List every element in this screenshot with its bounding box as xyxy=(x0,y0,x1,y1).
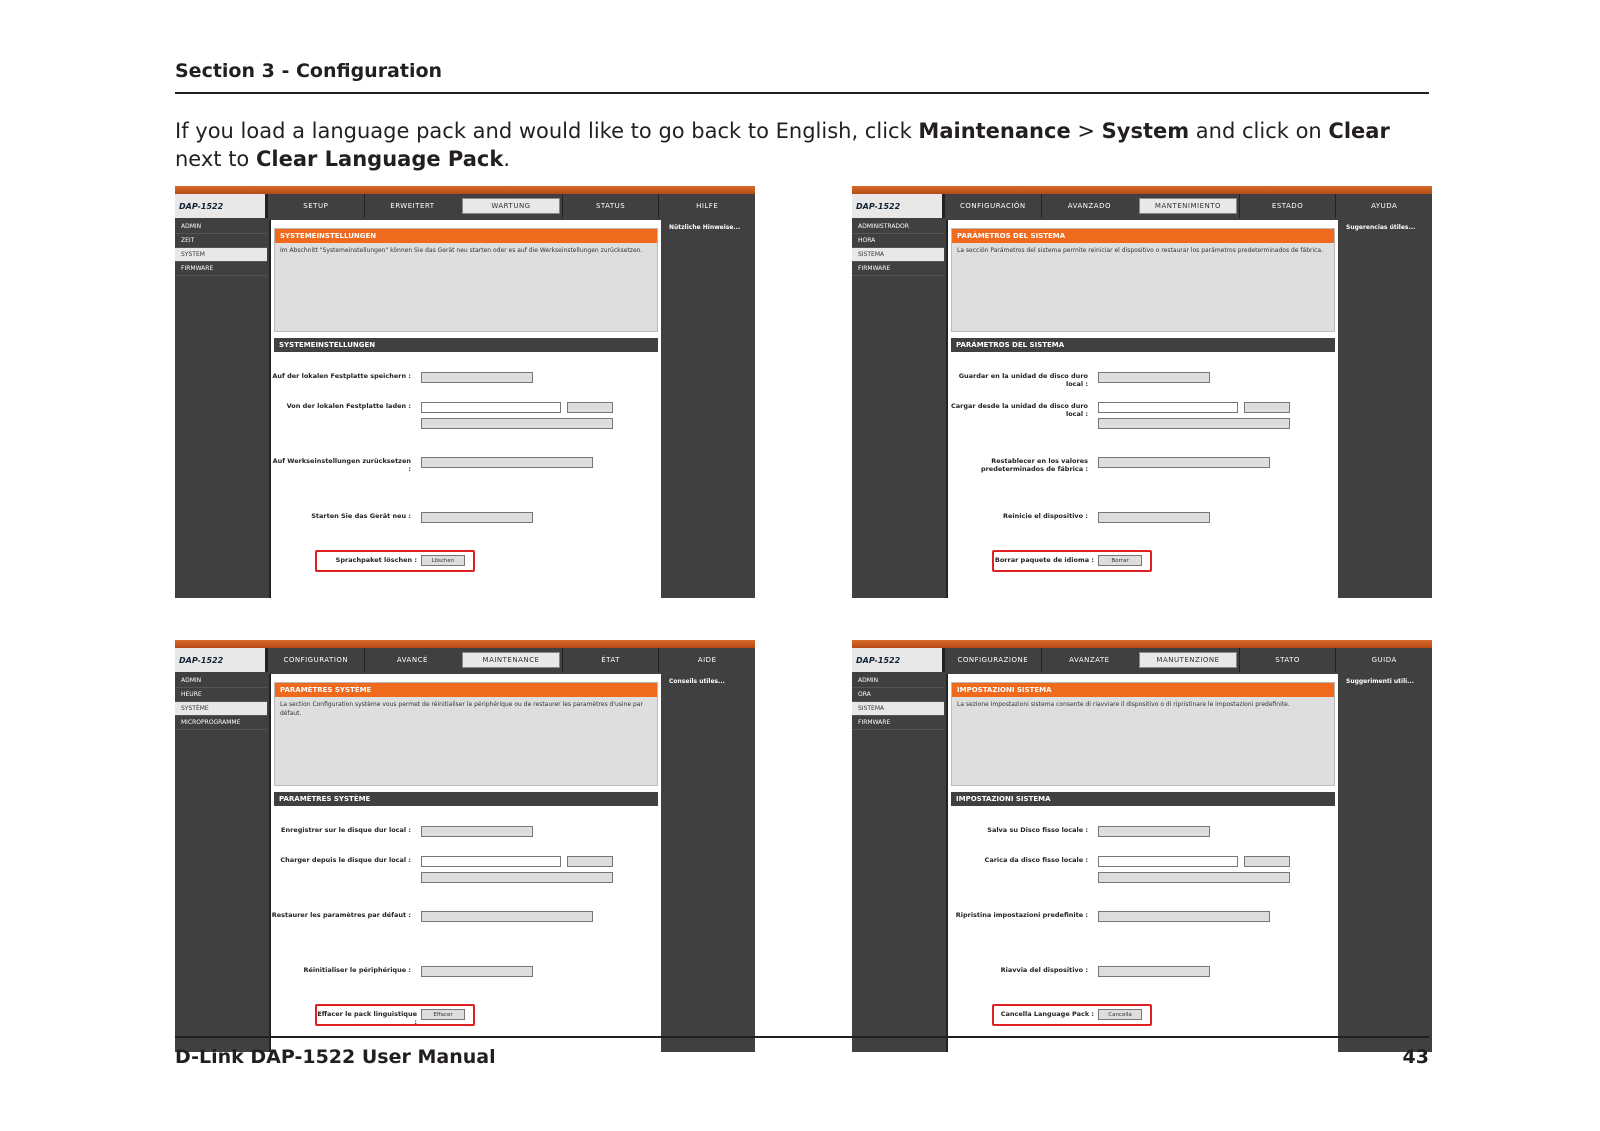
info-box-text: La sezione Impostazioni sistema consente di riavviare il dispositivo o di ripristinare le impostazioni predefinite. xyxy=(957,701,1290,708)
field-label: Starten Sie das Gerät neu : xyxy=(311,512,411,520)
file-input[interactable] xyxy=(421,856,561,867)
clear-language-pack-button[interactable]: Cancella xyxy=(1098,1009,1142,1020)
clear-language-label: Borrar paquete de idioma : xyxy=(994,556,1094,564)
field-label: Cargar desde la unidad de disco duro local : xyxy=(950,402,1088,418)
factory-reset-button[interactable] xyxy=(421,911,593,922)
file-input[interactable] xyxy=(1098,402,1238,413)
product-logo: DAP-1522 xyxy=(175,194,267,218)
hints-title: Nützliche Hinweise... xyxy=(669,224,741,231)
sidebar-item[interactable]: ADMIN xyxy=(852,674,944,688)
clear-language-label: Sprachpaket löschen : xyxy=(335,556,417,564)
nav-tab[interactable]: WARTUNG xyxy=(462,198,560,214)
nav-tab[interactable]: CONFIGURAZIONE xyxy=(944,648,1041,672)
sidebar-item[interactable]: HEURE xyxy=(175,688,267,702)
nav-tab[interactable]: HILFE xyxy=(658,194,755,218)
nav-tab[interactable]: STATO xyxy=(1239,648,1336,672)
main-panel xyxy=(946,674,1338,1052)
sidebar-item[interactable]: SYSTÈME xyxy=(175,702,267,716)
field-label: Enregistrer sur le disque dur local : xyxy=(281,826,411,834)
sidebar-item[interactable]: SISTEMA xyxy=(852,248,944,262)
router-screenshot xyxy=(175,640,755,1052)
info-box-title: SYSTEMEINSTELLUNGEN xyxy=(275,229,657,243)
router-screenshot xyxy=(175,186,755,598)
field-label: Auf der lokalen Festplatte speichern : xyxy=(272,372,411,380)
info-box-title: IMPOSTAZIONI SISTEMA xyxy=(952,683,1334,697)
nav-tab[interactable]: SETUP xyxy=(267,194,364,218)
clear-language-label: Effacer le pack linguistique : xyxy=(317,1010,417,1026)
clear-language-pack-button[interactable]: Borrar xyxy=(1098,555,1142,566)
nav-tab[interactable]: AYUDA xyxy=(1335,194,1432,218)
info-box-title: PARÁMETROS DEL SISTEMA xyxy=(952,229,1334,243)
nav-tab[interactable]: AVANCÉ xyxy=(364,648,461,672)
router-screenshot xyxy=(852,640,1432,1052)
sidebar xyxy=(852,220,944,598)
nav-tab[interactable]: MAINTENANCE xyxy=(462,652,560,668)
form-title: PARÁMETROS DEL SISTEMA xyxy=(951,338,1335,352)
main-panel xyxy=(269,220,661,598)
nav-tab[interactable]: AVANZATE xyxy=(1041,648,1138,672)
page-footer xyxy=(175,1036,1429,1068)
field-label: Auf Werkseinstellungen zurücksetzen : xyxy=(272,457,411,473)
form-title: PARAMÈTRES SYSTÈME xyxy=(274,792,658,806)
nav-tab[interactable]: ESTADO xyxy=(1239,194,1336,218)
field-label: Riavvia del dispositivo : xyxy=(1000,966,1088,974)
save-config-button[interactable] xyxy=(1098,372,1210,383)
nav-tab[interactable]: MANTENIMIENTO xyxy=(1139,198,1237,214)
settings-form xyxy=(948,352,1338,598)
brand-bar xyxy=(852,640,1432,648)
hints-panel xyxy=(665,674,755,1052)
nav-bar xyxy=(175,194,755,218)
clear-language-label: Cancella Language Pack : xyxy=(1000,1010,1094,1018)
factory-reset-button[interactable] xyxy=(1098,911,1270,922)
sidebar-item[interactable]: SISTEMA xyxy=(852,702,944,716)
browse-button[interactable] xyxy=(567,402,613,413)
hints-title: Suggerimenti utili... xyxy=(1346,678,1415,685)
field-label: Réinitialiser le périphérique : xyxy=(303,966,411,974)
hints-title: Sugerencias útiles... xyxy=(1346,224,1416,231)
hints-panel xyxy=(1342,220,1432,598)
sidebar-item[interactable]: FIRMWARE xyxy=(175,262,267,276)
sidebar-item[interactable]: SYSTEM xyxy=(175,248,267,262)
sidebar xyxy=(175,674,267,1052)
nav-tab[interactable]: MANUTENZIONE xyxy=(1139,652,1237,668)
clear-language-pack-button[interactable]: Löschen xyxy=(421,555,465,566)
reboot-button[interactable] xyxy=(421,966,533,977)
nav-bar xyxy=(852,194,1432,218)
sidebar xyxy=(175,220,267,598)
nav-tab[interactable]: ERWEITERT xyxy=(364,194,461,218)
nav-tab[interactable]: ÉTAT xyxy=(562,648,659,672)
form-title: IMPOSTAZIONI SISTEMA xyxy=(951,792,1335,806)
sidebar-item[interactable]: MICROPROGRAMME xyxy=(175,716,267,730)
hints-panel xyxy=(665,220,755,598)
nav-tab[interactable]: GUIDA xyxy=(1335,648,1432,672)
brand-bar xyxy=(175,186,755,194)
nav-tab[interactable]: CONFIGURATION xyxy=(267,648,364,672)
info-box-title: PARAMÈTRES SYSTÈME xyxy=(275,683,657,697)
restore-config-button[interactable] xyxy=(1098,872,1290,883)
restore-config-button[interactable] xyxy=(1098,418,1290,429)
field-label: Von der lokalen Festplatte laden : xyxy=(286,402,411,410)
main-panel xyxy=(946,220,1338,598)
field-label: Salva su Disco fisso locale : xyxy=(987,826,1088,834)
nav-tab[interactable]: AIDE xyxy=(658,648,755,672)
product-logo: DAP-1522 xyxy=(852,648,944,672)
restore-config-button[interactable] xyxy=(421,418,613,429)
field-label: Reinicie el dispositivo : xyxy=(1002,512,1088,520)
sidebar-item[interactable]: FIRMWARE xyxy=(852,716,944,730)
reboot-button[interactable] xyxy=(1098,966,1210,977)
router-screenshot xyxy=(852,186,1432,598)
factory-reset-button[interactable] xyxy=(1098,457,1270,468)
file-input[interactable] xyxy=(421,402,561,413)
field-label: Ripristina impostazioni predefinite : xyxy=(955,911,1088,919)
field-label: Restaurer les paramètres par défaut : xyxy=(271,911,411,919)
intro-paragraph: If you load a language pack and would like to go back to English, click Maintenance > System and click on Clear next to Clear Language Pack. xyxy=(175,119,1390,171)
hints-panel xyxy=(1342,674,1432,1052)
sidebar-item[interactable]: ZEIT xyxy=(175,234,267,248)
nav-tab[interactable]: STATUS xyxy=(562,194,659,218)
nav-bar xyxy=(175,648,755,672)
sidebar-item[interactable]: ADMIN xyxy=(175,674,267,688)
clear-language-pack-button[interactable]: Effacer xyxy=(421,1009,465,1020)
info-box-text: La sección Parámetros del sistema permite reiniciar el dispositivo o restaurar los parámetros predeterminados de fábrica. xyxy=(957,247,1324,254)
product-logo: DAP-1522 xyxy=(175,648,267,672)
product-logo: DAP-1522 xyxy=(852,194,944,218)
settings-form xyxy=(948,806,1338,1052)
settings-form xyxy=(271,352,661,598)
factory-reset-button[interactable] xyxy=(421,457,593,468)
info-box xyxy=(951,682,1335,786)
browse-button[interactable] xyxy=(567,856,613,867)
info-box xyxy=(951,228,1335,332)
manual-title: D-Link DAP-1522 User Manual xyxy=(175,1046,496,1068)
sidebar-item[interactable]: ORA xyxy=(852,688,944,702)
reboot-button[interactable] xyxy=(421,512,533,523)
info-box xyxy=(274,228,658,332)
section-header: Section 3 - Configuration xyxy=(175,60,1429,94)
hints-title: Conseils utiles... xyxy=(669,678,725,685)
info-box-text: Im Abschnitt "Systemeinstellungen" können Sie das Gerät neu starten oder es auf die Werkseinstellungen zurücksetzen. xyxy=(280,247,643,254)
brand-bar xyxy=(175,640,755,648)
save-config-button[interactable] xyxy=(421,826,533,837)
nav-tab[interactable]: CONFIGURACIÓN xyxy=(944,194,1041,218)
sidebar-item[interactable]: HORA xyxy=(852,234,944,248)
sidebar xyxy=(852,674,944,1052)
file-input[interactable] xyxy=(1098,856,1238,867)
field-label: Carica da disco fisso locale : xyxy=(984,856,1088,864)
save-config-button[interactable] xyxy=(421,372,533,383)
main-panel xyxy=(269,674,661,1052)
browse-button[interactable] xyxy=(1244,402,1290,413)
field-label: Restablecer en los valores predeterminados de fábrica : xyxy=(980,457,1088,473)
info-box-text: La section Configuration système vous permet de réinitialiser le périphérique ou de restaurer les paramètres d'usine par défaut. xyxy=(280,701,643,717)
sidebar-item[interactable]: FIRMWARE xyxy=(852,262,944,276)
restore-config-button[interactable] xyxy=(421,872,613,883)
sidebar-item[interactable]: ADMIN xyxy=(175,220,267,234)
field-label: Guardar en la unidad de disco duro local : xyxy=(958,372,1088,388)
save-config-button[interactable] xyxy=(1098,826,1210,837)
reboot-button[interactable] xyxy=(1098,512,1210,523)
browse-button[interactable] xyxy=(1244,856,1290,867)
info-box xyxy=(274,682,658,786)
sidebar-item[interactable]: ADMINISTRADOR xyxy=(852,220,944,234)
field-label: Charger depuis le disque dur local : xyxy=(280,856,411,864)
page-number: 43 xyxy=(1402,1046,1429,1068)
settings-form xyxy=(271,806,661,1052)
form-title: SYSTEMEINSTELLUNGEN xyxy=(274,338,658,352)
brand-bar xyxy=(852,186,1432,194)
nav-tab[interactable]: AVANZADO xyxy=(1041,194,1138,218)
nav-bar xyxy=(852,648,1432,672)
